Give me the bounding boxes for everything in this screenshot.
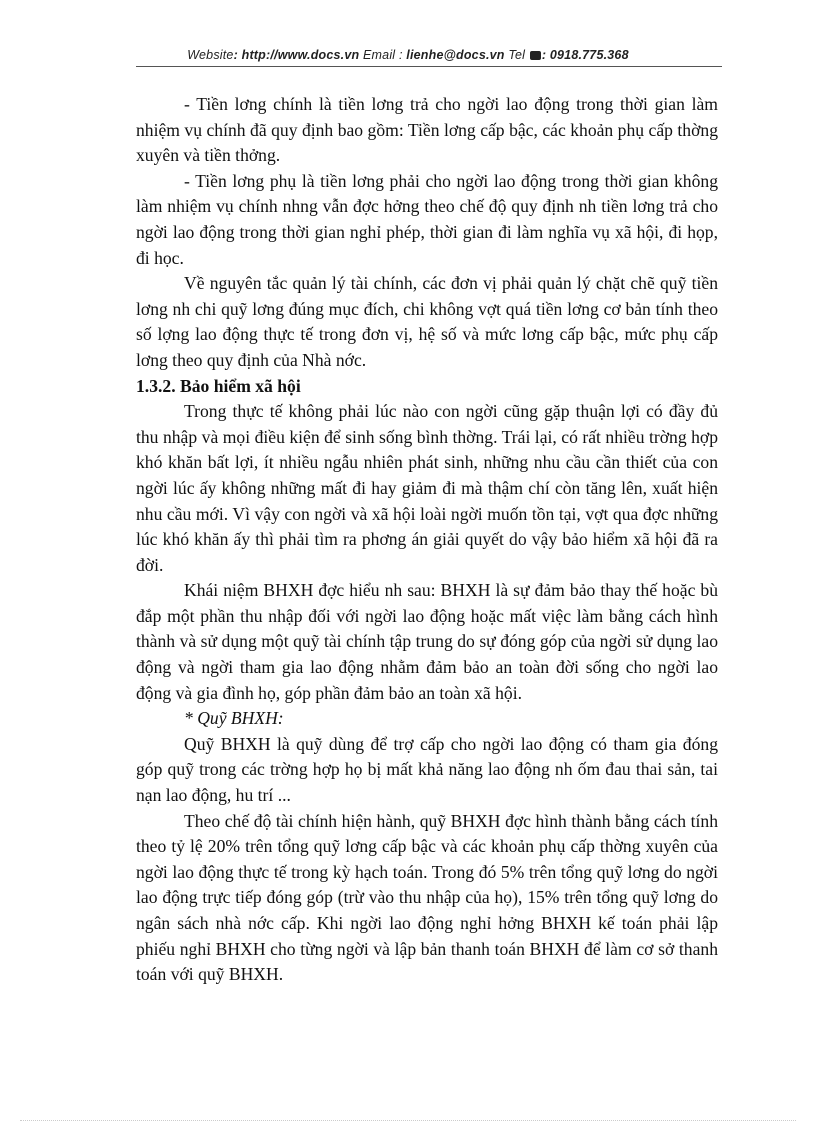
paragraph-extra-salary: - Tiền lơng phụ là tiền lơng phải cho ngời lao động trong thời gian không làm nhiệm vụ chính nhng vẫn đợc hởng theo chế độ quy định nh tiền lơng trả cho ngời lao động trong thời gian nghỉ phép, thời gian đi làm nghĩa vụ xã hội, đi họp, đi học. bbox=[136, 170, 718, 268]
page-header bbox=[0, 48, 816, 62]
paragraph-fund-formation: Theo chế độ tài chính hiện hành, quỹ BHXH đợc hình thành bằng cách tính theo tỷ lệ 20% trên tổng quỹ lơng cấp bậc và các khoản phụ cấp thờng xuyên của ngời lao động thực tế trong kỳ hạch toán. Trong đó 5% trên tổng quỹ lơng do ngời lao động trực tiếp đóng góp (trừ vào thu nhập của họ), 15% trên tổng quỹ lơng do ngân sách nhà nớc cấp. Khi ngời lao động nghỉ hởng BHXH kế toán phải lập phiếu nghỉ BHXH cho từng ngời và lập bản thanh toán BHXH để làm cơ sở thanh toán với quỹ BHXH. bbox=[136, 810, 718, 985]
paragraph-fund-purpose: Quỹ BHXH là quỹ dùng để trợ cấp cho ngời lao động có tham gia đóng góp quỹ trong các trờng hợp họ bị mất khả năng lao động nh ốm đau thai sản, tai nạn lao động, hu trí ... bbox=[136, 733, 718, 806]
document-body bbox=[136, 92, 718, 988]
paragraph-main-salary: - Tiền lơng chính là tiền lơng trả cho ngời lao động trong thời gian làm nhiệm vụ chính đã quy định bao gồm: Tiền lơng cấp bậc, các khoản phụ cấp thờng xuyên và tiền thởng. bbox=[136, 94, 718, 166]
section-heading: 1.3.2. Bảo hiểm xã hội bbox=[136, 375, 301, 396]
website-label: Website bbox=[187, 48, 234, 62]
subheading-fund: * Quỹ BHXH: bbox=[184, 708, 284, 729]
paragraph-salary-management: Về nguyên tắc quản lý tài chính, các đơn vị phải quản lý chặt chẽ quỹ tiền lơng nh chi quỹ lơng đúng mục đích, chi không vợt quá tiền lơng cơ bản tính theo số lợng lao động thực tế trong đơn vị, hệ số và mức lơng cấp bậc, mức phụ cấp lơng theo quy định của Nhà nớc. bbox=[136, 273, 718, 370]
tel-label: Tel bbox=[504, 48, 529, 62]
phone-number: : 0918.775.368 bbox=[541, 48, 629, 62]
phone-icon bbox=[530, 51, 541, 60]
page-bottom-divider bbox=[20, 1120, 796, 1121]
paragraph-social-insurance-definition: Khái niệm BHXH đợc hiểu nh sau: BHXH là sự đảm bảo thay thế hoặc bù đắp một phần thu nhập đối với ngời lao động hoặc mất việc làm bằng cách hình thành và sử dụng một quỹ tài chính tập trung do sự đóng góp của ngời sử dụng lao động và ngời tham gia lao động nhằm đảm bảo an toàn đời sống cho ngời lao động và gia đình họ, góp phần đảm bảo an toàn xã hội. bbox=[136, 580, 718, 703]
header-divider bbox=[136, 66, 722, 67]
website-url[interactable]: : http://www.docs.vn bbox=[233, 48, 360, 62]
paragraph-social-insurance-intro: Trong thực tế không phải lúc nào con ngời cũng gặp thuận lợi có đầy đủ thu nhập và mọi điều kiện để sinh sống bình thờng. Trái lại, có rất nhiều trờng hợp khó khăn bất lợi, ít nhiều ngẫu nhiên phát sinh, những nhu cầu cần thiết của con ngời lúc ấy không những mất đi hay giảm đi mà thậm chí còn tăng lên, xuất hiện nhu cầu mới. Vì vậy con ngời và xã hội loài ngời muốn tồn tại, vợt qua đợc những lúc khó khăn ấy thì phải tìm ra phơng án giải quyết do vậy bảo hiểm xã hội đã ra đời. bbox=[136, 401, 718, 575]
email-address[interactable]: lienhe@docs.vn bbox=[406, 48, 505, 62]
email-label: Email : bbox=[359, 48, 407, 62]
